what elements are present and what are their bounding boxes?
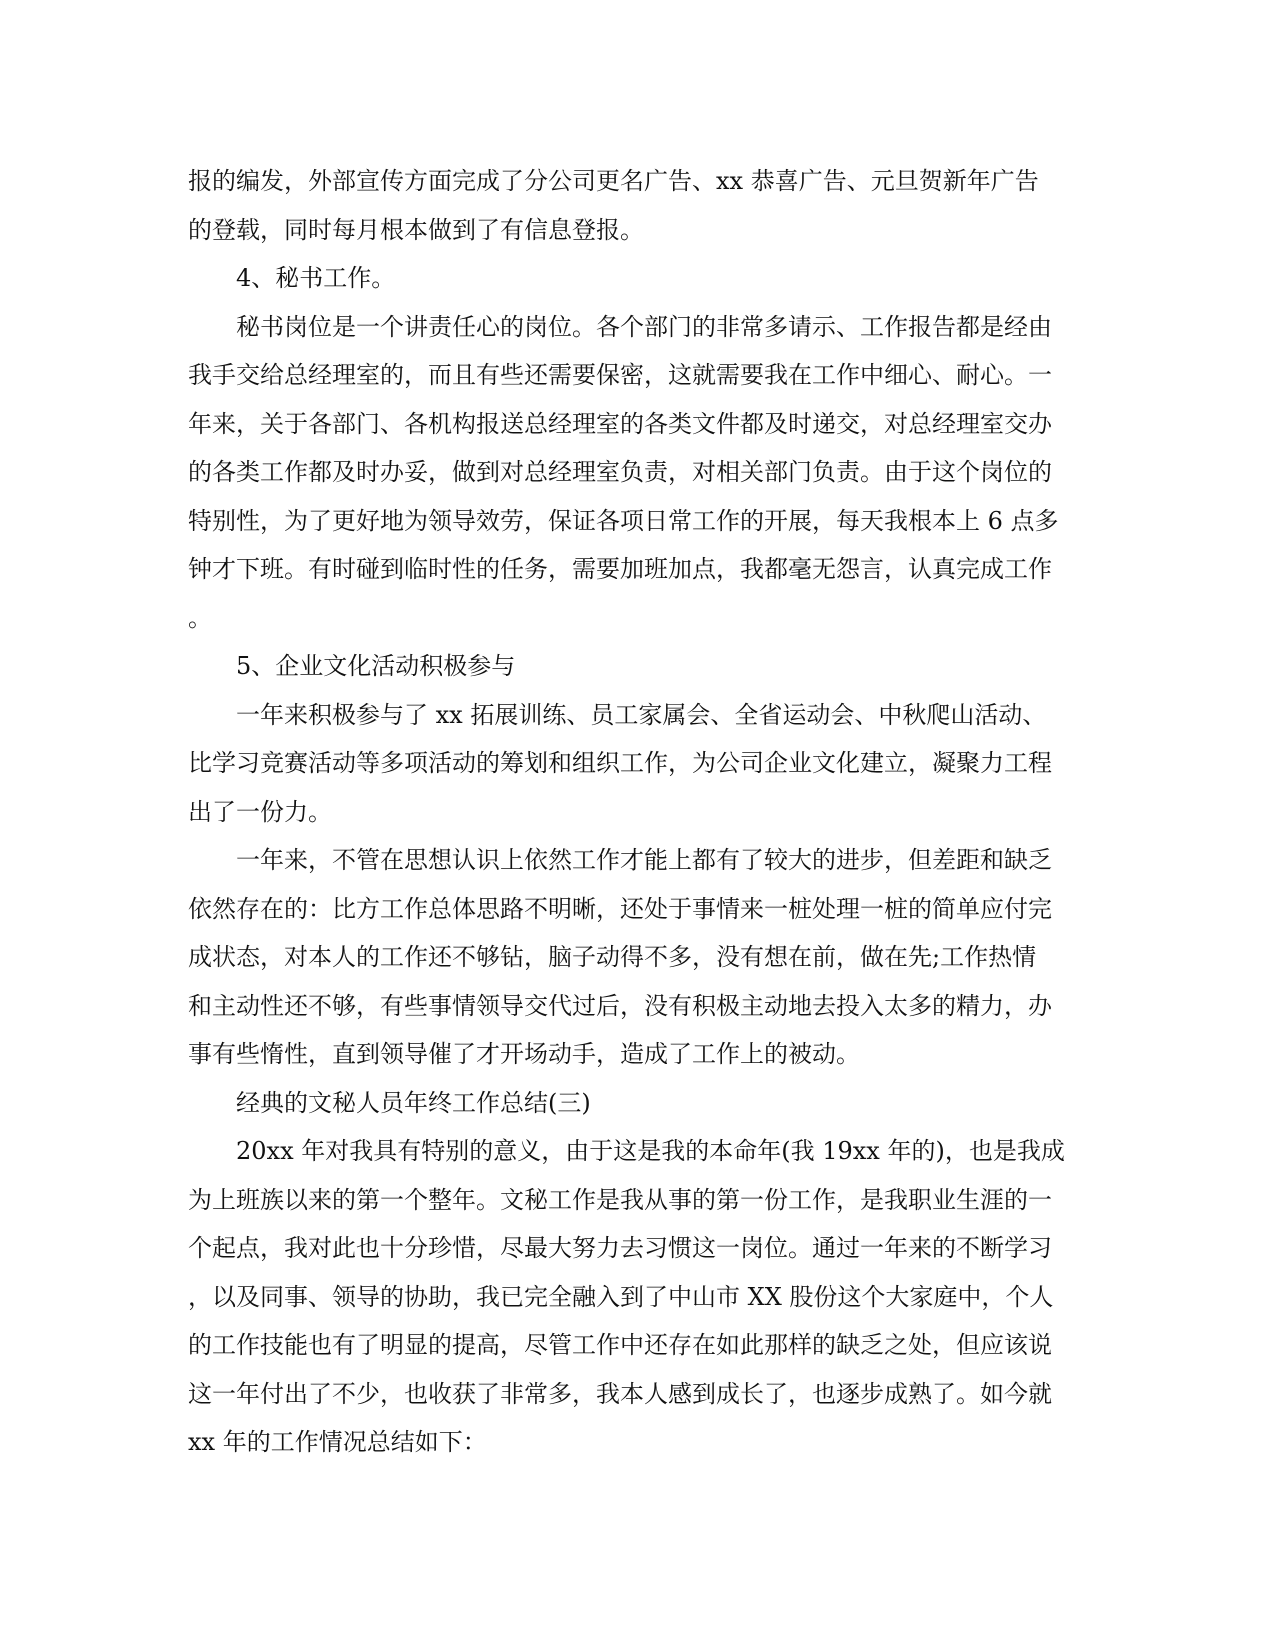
text-line: 出了一份力。 (188, 797, 332, 826)
text-line: xx 年的工作情况总结如下： (188, 1428, 487, 1456)
text-line: 报的编发，外部宣传方面完成了分公司更名广告、xx 恭喜广告、元旦贺新年广告 (188, 167, 1039, 195)
document-body (188, 157, 1088, 1467)
text-line: 特别性，为了更好地为领导效劳，保证各项日常工作的开展，每天我根本上 6 点多 (188, 506, 1059, 535)
text-line: 年来，关于各部门、各机构报送总经理室的各类文件都及时递交，对总经理室交办 (188, 409, 1052, 438)
text-line: 20xx 年对我具有特别的意义，由于这是我的本命年(我 19xx 年的)，也是我成 (236, 1137, 1065, 1165)
text-line: ，以及同事、领导的协助，我已完全融入到了中山市 XX 股份这个大家庭中，个人 (188, 1282, 1054, 1311)
text-line: 为上班族以来的第一个整年。文秘工作是我从事的第一份工作，是我职业生涯的一 (188, 1185, 1052, 1214)
section-heading: 经典的文秘人员年终工作总结(三) (236, 1088, 591, 1117)
text-line: 秘书岗位是一个讲责任心的岗位。各个部门的非常多请示、工作报告都是经由 (236, 312, 1052, 341)
text-line: 这一年付出了不少，也收获了非常多，我本人感到成长了，也逐步成熟了。如今就 (188, 1379, 1052, 1408)
text-line: 的登载，同时每月根本做到了有信息登报。 (188, 215, 644, 244)
text-line: 事有些惰性，直到领导催了才开场动手，造成了工作上的被动。 (188, 1040, 860, 1068)
text-line: 和主动性还不够，有些事情领导交代过后，没有积极主动地去投入太多的精力，办 (188, 991, 1052, 1020)
section-heading: 5、企业文化活动积极参与 (236, 652, 516, 680)
text-line: 比学习竞赛活动等多项活动的筹划和组织工作，为公司企业文化建立，凝聚力工程 (188, 749, 1052, 777)
text-line: 依然存在的：比方工作总体思路不明晰，还处于事情来一桩处理一桩的简单应付完 (188, 894, 1052, 923)
text-line: 一年来积极参与了 xx 拓展训练、员工家属会、全省运动会、中秋爬山活动、 (236, 700, 1047, 729)
text-line: 的工作技能也有了明显的提高，尽管工作中还存在如此那样的缺乏之处，但应该说 (188, 1331, 1052, 1359)
text-line: 成状态，对本人的工作还不够钻，脑子动得不多，没有想在前，做在先;工作热情 (188, 943, 1037, 971)
text-line: 钟才下班。有时碰到临时性的任务，需要加班加点，我都毫无怨言，认真完成工作 (188, 555, 1052, 583)
text-line: 。 (188, 603, 212, 632)
text-line: 个起点，我对此也十分珍惜，尽最大努力去习惯这一岗位。通过一年来的不断学习 (188, 1234, 1052, 1262)
text-line: 我手交给总经理室的，而且有些还需要保密，这就需要我在工作中细心、耐心。一 (188, 361, 1052, 389)
section-heading: 4、秘书工作。 (236, 264, 396, 292)
text-line: 的各类工作都及时办妥，做到对总经理室负责，对相关部门负责。由于这个岗位的 (188, 458, 1052, 486)
text-line: 一年来，不管在思想认识上依然工作才能上都有了较大的进步，但差距和缺乏 (236, 846, 1052, 874)
